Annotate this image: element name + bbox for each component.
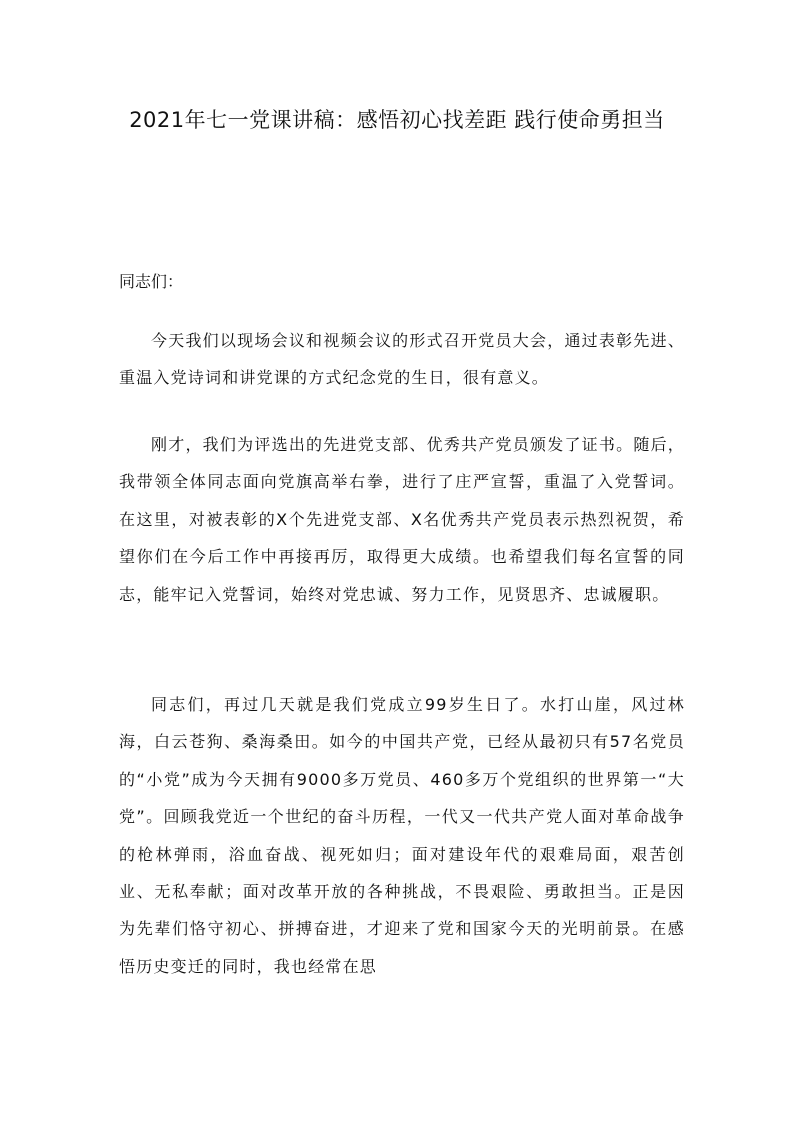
document-title: 2021年七一党课讲稿：感悟初心找差距 践行使命勇担当	[129, 108, 665, 132]
paragraph-2: 刚才，我们为评选出的先进党支部、优秀共产党员颁发了证书。随后，我带领全体同志面向党旗高举右拳，进行了庄严宣誓，重温了入党誓词。在这里，对被表彰的X个先进党支部、X名优秀共产党员表示热烈祝贺，希望你们在今后工作中再接再厉，取得更大成绩。也希望我们每名宣誓的同志，能牢记入党誓词，始终对党忠诚、努力工作，见贤思齐、忠诚履职。	[119, 435, 685, 604]
paragraph-1: 今天我们以现场会议和视频会议的形式召开党员大会，通过表彰先进、重温入党诗词和讲党课的方式纪念党的生日，很有意义。	[119, 331, 685, 388]
paragraph-3: 同志们，再过几天就是我们党成立99岁生日了。水打山崖，风过林海，白云苍狗、桑海桑田。如今的中国共产党，已经从最初只有57名党员的“小党”成为今天拥有9000多万党员、460多万个党组织的世界第一“大党”。回顾我党近一个世纪的奋斗历程，一代又一代共产党人面对革命战争的枪林弹雨，浴血奋战、视死如归；面对建设年代的艰难局面，艰苦创业、无私奉献；面对改革开放的各种挑战，不畏艰险、勇敢担当。正是因为先辈们恪守初心、拼搏奋进，才迎来了党和国家今天的光明前景。在感悟历史变迁的同时，我也经常在思	[119, 695, 685, 976]
salutation: 同志们：	[119, 272, 184, 291]
